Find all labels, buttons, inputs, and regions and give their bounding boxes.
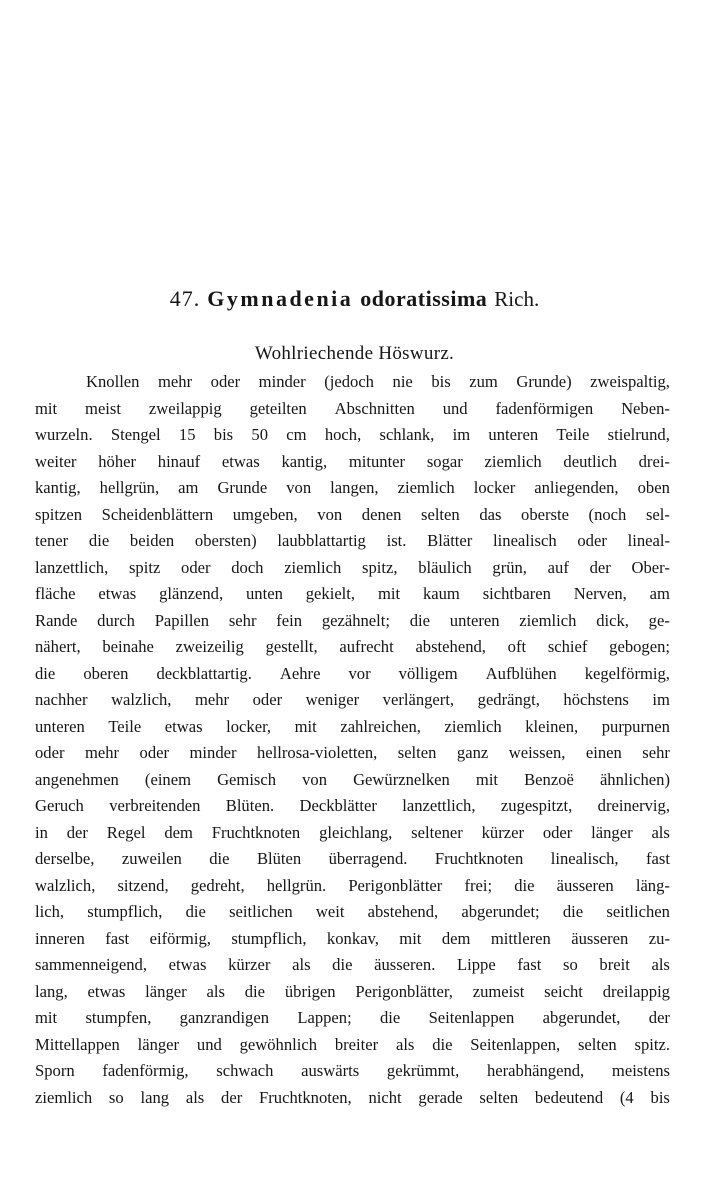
- text-line: die oberen deckblattartig. Aehre vor völligem Aufblühen kegelförmig,: [35, 663, 670, 683]
- text-line: sammenneigend, etwas kürzer als die äusseren. Lippe fast so breit als: [35, 955, 670, 974]
- text-line: fläche etwas glänzend, unten gekielt, mit kaum sichtbaren Nerven, am: [35, 584, 670, 603]
- text-line: lang, etwas länger als die übrigen Perigonblätter, zumeist seicht dreilappig: [35, 981, 670, 1001]
- text-line: kantig, hellgrün, am Grunde von langen, ziemlich locker anliegenden, oben: [35, 478, 670, 497]
- species-number: 47.: [169, 286, 201, 311]
- text-line: derselbe, zuweilen die Blüten überragend. Fruchtknoten linealisch, fast: [35, 849, 670, 868]
- text-line: oder mehr oder minder hellrosa-violetten, selten ganz weissen, einen sehr: [35, 743, 670, 762]
- text-line: Geruch verbreitenden Blüten. Deckblätter lanzettlich, zugespitzt, dreinervig,: [35, 796, 670, 815]
- description-text: [35, 369, 670, 1111]
- text-line: spitzen Scheidenblättern umgeben, von denen selten das oberste (noch sel-: [35, 504, 670, 524]
- text-line: Rande durch Papillen sehr fein gezähnelt; die unteren ziemlich dick, ge-: [35, 610, 670, 630]
- text-line: Sporn fadenförmig, schwach auswärts gekrümmt, herabhängend, meistens: [35, 1061, 670, 1080]
- species-heading: [0, 284, 709, 315]
- text-line: ziemlich so lang als der Fruchtknoten, nicht gerade selten bedeutend (4 bis: [35, 1087, 670, 1107]
- text-line: lanzettlich, spitz oder doch ziemlich spitz, bläulich grün, auf der Ober-: [35, 557, 670, 577]
- text-line: Knollen mehr oder minder (jedoch nie bis zum Grunde) zweispaltig,: [86, 372, 670, 391]
- genus-name: Gymnadenia: [207, 286, 354, 311]
- text-line: mit stumpfen, ganzrandigen Lappen; die Seitenlappen abgerundet, der: [35, 1008, 670, 1027]
- text-line: lich, stumpflich, die seitlichen weit abstehend, abgerundet; die seitlichen: [35, 902, 670, 921]
- text-line: mit meist zweilappig geteilten Abschnitten und fadenförmigen Neben-: [35, 398, 670, 418]
- text-line: walzlich, sitzend, gedreht, hellgrün. Perigonblätter frei; die äusseren läng-: [35, 875, 670, 895]
- species-epithet: odoratissima: [360, 286, 488, 311]
- text-line: weiter höher hinauf etwas kantig, mitunter sogar ziemlich deutlich drei-: [35, 451, 670, 471]
- common-name: Wohlriechende Höswurz.: [254, 343, 455, 364]
- author-citation: Rich.: [494, 287, 540, 311]
- text-line: wurzeln. Stengel 15 bis 50 cm hoch, schlank, im unteren Teile stielrund,: [35, 425, 670, 444]
- text-line: tener die beiden obersten) laubblattartig ist. Blätter linealisch oder lineal-: [35, 531, 670, 550]
- text-line: nähert, beinahe zweizeilig gestellt, aufrecht abstehend, oft schief gebogen;: [35, 637, 670, 656]
- text-line: inneren fast eiförmig, stumpflich, konkav, mit dem mittleren äusseren zu-: [35, 928, 670, 948]
- text-line: nachher walzlich, mehr oder weniger verlängert, gedrängt, höchstens im: [35, 690, 670, 709]
- text-line: unteren Teile etwas locker, mit zahlreichen, ziemlich kleinen, purpurnen: [35, 716, 670, 736]
- text-line: in der Regel dem Fruchtknoten gleichlang, seltener kürzer oder länger als: [35, 822, 670, 842]
- text-line: angenehmen (einem Gemisch von Gewürznelken mit Benzoë ähnlichen): [35, 769, 670, 789]
- text-line: Mittellappen länger und gewöhnlich breiter als die Seitenlappen, selten spitz.: [35, 1034, 670, 1054]
